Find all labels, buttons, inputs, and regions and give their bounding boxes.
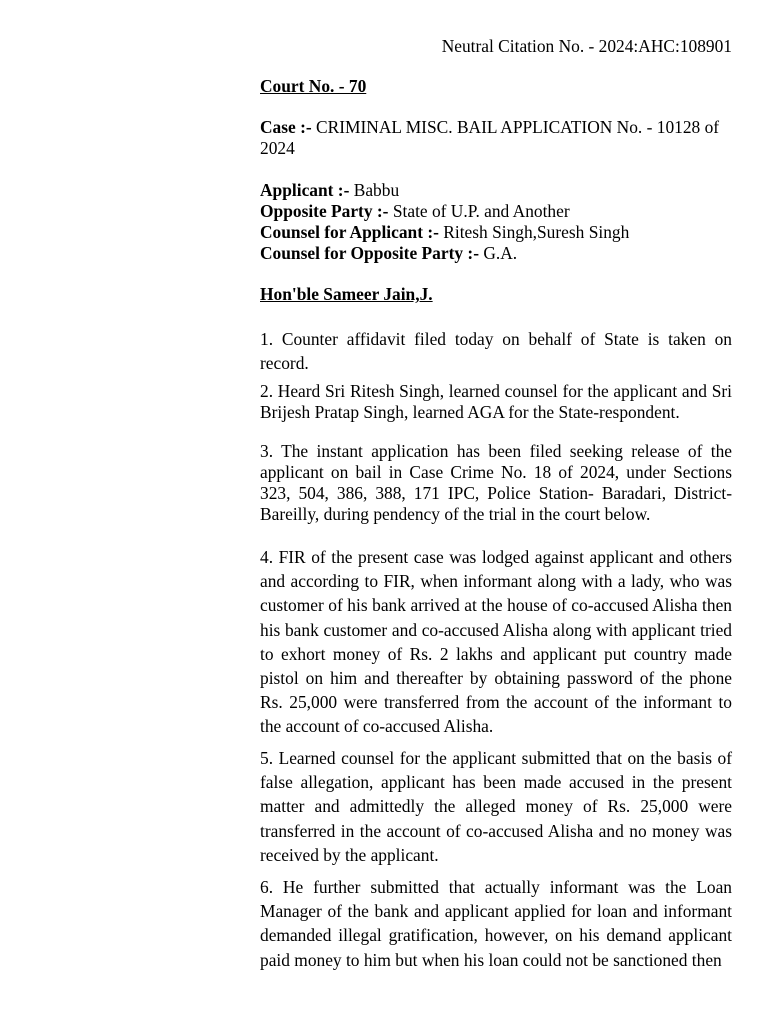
judge-name: Hon'ble Sameer Jain,J. — [260, 284, 433, 304]
paragraph-6: 6. He further submitted that actually informant was the Loan Manager of the bank and applicant applied for loan and informant demanded illegal gratification, however, on his demand applicant paid money to him but when his loan could not be sanctioned then — [260, 877, 732, 970]
applicant-line — [260, 180, 732, 201]
opposite-party-label: Opposite Party :- — [260, 201, 389, 221]
applicant-value: Babbu — [353, 180, 400, 200]
paragraph-5: 5. Learned counsel for the applicant submitted that on the basis of false allegation, applicant has been made accused in the present matter and admittedly the alleged money of Rs. 25,000 were transferred in the account of co-accused Alisha and no money was received by the applicant. — [260, 748, 732, 865]
neutral-citation: Neutral Citation No. - 2024:AHC:108901 — [441, 36, 732, 56]
applicant-label: Applicant :- — [260, 180, 350, 200]
counsel-applicant-label: Counsel for Applicant :- — [260, 222, 439, 242]
counsel-applicant-value: Ritesh Singh,Suresh Singh — [443, 222, 630, 242]
counsel-applicant-line — [260, 222, 732, 243]
case-label: Case :- — [260, 117, 312, 137]
case-line — [260, 117, 732, 159]
opposite-party-value: State of U.P. and Another — [392, 201, 570, 221]
parties-block — [260, 180, 732, 264]
counsel-opposite-label: Counsel for Opposite Party :- — [260, 243, 479, 263]
opposite-party-line — [260, 201, 732, 222]
counsel-opposite-value: G.A. — [483, 243, 518, 263]
paragraph-3: 3. The instant application has been filed seeking release of the applicant on bail in Case Crime No. 18 of 2024, under Sections 323, 504, 386, 388, 171 IPC, Police Station- Baradari, District- Bareilly, during pendency of the trial in the court below. — [260, 441, 732, 524]
paragraph-4: 4. FIR of the present case was lodged against applicant and others and according to FIR, when informant along with a lady, who was customer of his bank arrived at the house of co-accused Alisha then his bank customer and co-accused Alisha along with applicant tried to exhort money of Rs. 2 lakhs and applicant put country made pistol on him and thereafter by obtaining password of the phone Rs. 25,000 were transferred from the account of the informant to the account of co-accused Alisha. — [260, 547, 732, 737]
paragraph-2: 2. Heard Sri Ritesh Singh, learned counsel for the applicant and Sri Brijesh Pratap Singh, learned AGA for the State-respondent. — [260, 381, 732, 422]
case-value: CRIMINAL MISC. BAIL APPLICATION No. - 10128 of 2024 — [260, 117, 720, 158]
paragraph-1: 1. Counter affidavit filed today on behalf of State is taken on record. — [260, 329, 732, 373]
counsel-opposite-line — [260, 243, 732, 264]
court-number: Court No. - 70 — [260, 76, 367, 96]
